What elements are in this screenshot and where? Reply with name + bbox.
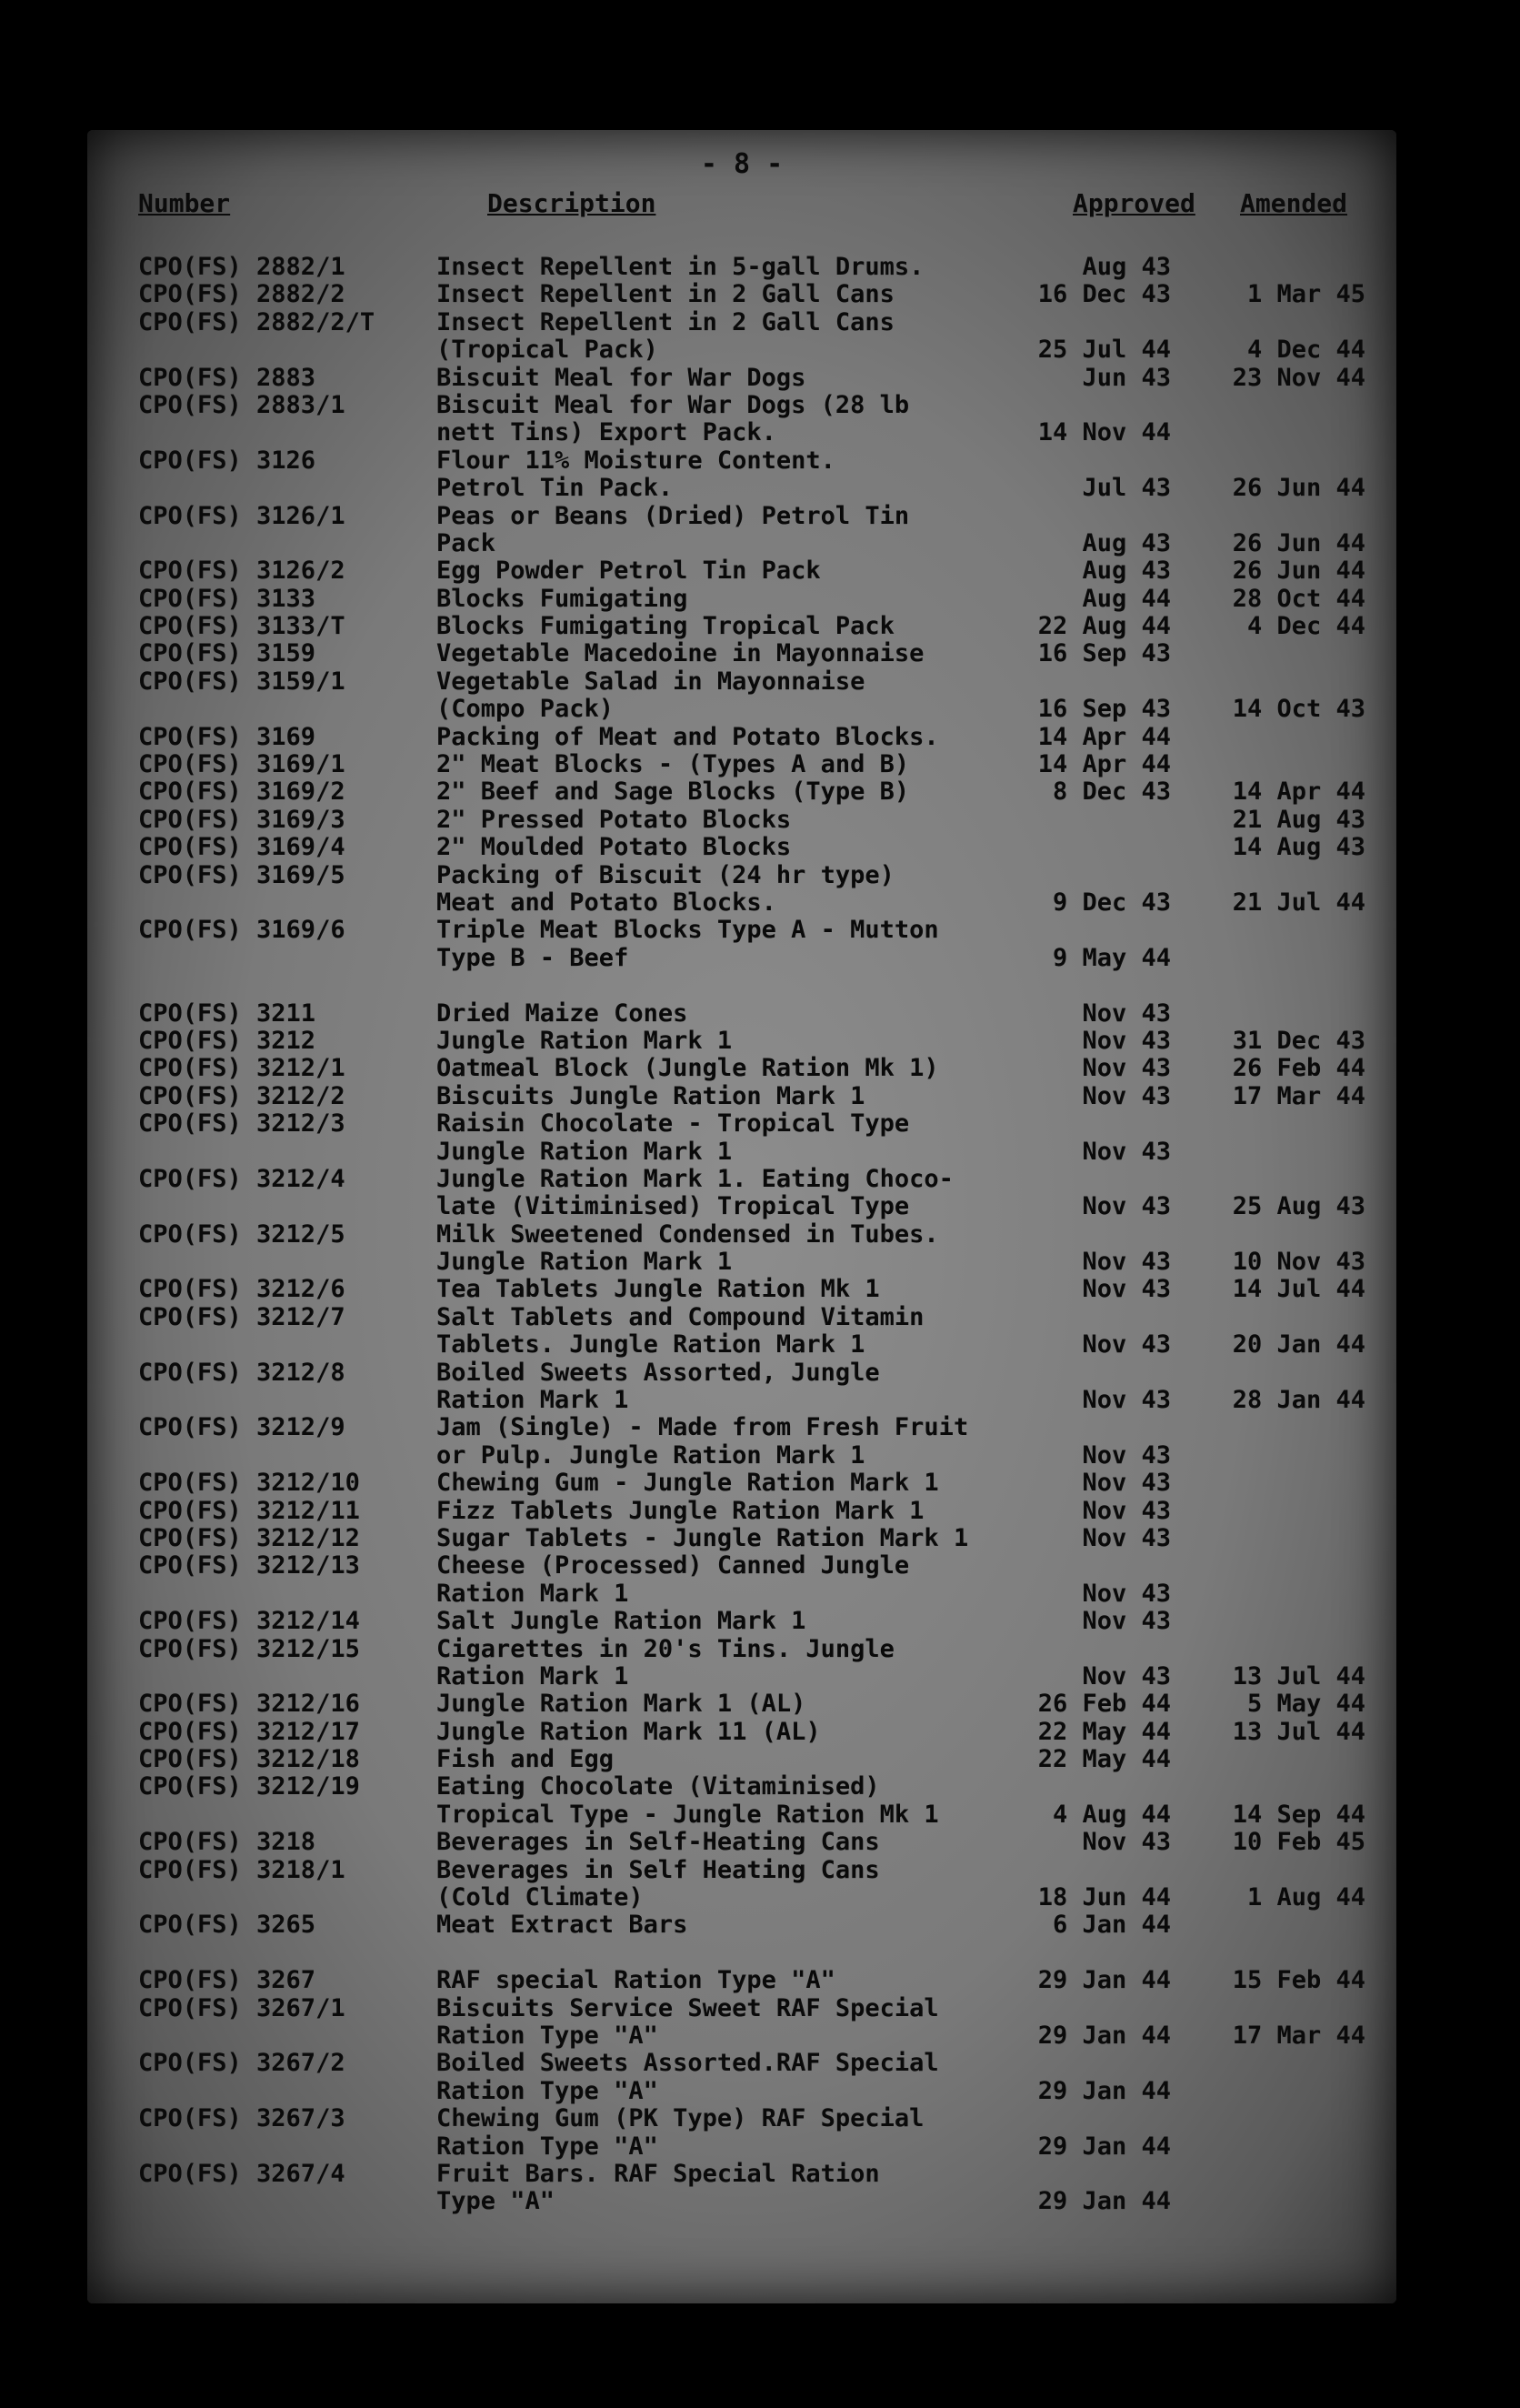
row-amended-date: 21 Jul 44 (1232, 888, 1365, 917)
row-description: Insect Repellent in 2 Gall Cans (436, 307, 895, 336)
row-description: Fruit Bars. RAF Special Ration (436, 2159, 880, 2188)
table-row (87, 1663, 1396, 1691)
row-amended-date: 25 Aug 43 (1232, 1192, 1365, 1221)
table-row (87, 1801, 1396, 1829)
row-approved-date: Nov 43 (1082, 1607, 1171, 1636)
row-number: CPO(FS) 3267/2 (138, 2049, 345, 2078)
row-description: Tropical Type - Jungle Ration Mk 1 (436, 1800, 939, 1829)
row-description: Oatmeal Block (Jungle Ration Mk 1) (436, 1054, 939, 1083)
row-approved-date: Nov 43 (1082, 1192, 1171, 1221)
row-description: Beverages in Self-Heating Cans (436, 1828, 880, 1857)
table-row (87, 336, 1396, 364)
row-approved-date: Jun 43 (1082, 363, 1171, 392)
table-row (87, 1940, 1396, 1967)
row-description: Jungle Ration Mark 1 (436, 1137, 733, 1166)
table-row (87, 640, 1396, 667)
row-description: (Cold Climate) (436, 1883, 644, 1912)
row-number: CPO(FS) 3126 (138, 446, 316, 475)
table-row (87, 586, 1396, 613)
row-description: Tablets. Jungle Ration Mark 1 (436, 1330, 865, 1360)
row-description: Fizz Tablets Jungle Ration Mark 1 (436, 1496, 925, 1525)
header-number: Number (138, 188, 231, 218)
row-description: Biscuits Service Sweet RAF Special (436, 1993, 939, 2022)
row-approved-date: 16 Dec 43 (1037, 280, 1171, 309)
row-amended-date: 4 Dec 44 (1246, 336, 1365, 365)
row-number: CPO(FS) 3212/18 (138, 1745, 360, 1774)
row-number: CPO(FS) 2883 (138, 363, 316, 392)
table-row (87, 1360, 1396, 1387)
table-row (87, 281, 1396, 308)
row-approved-date: 9 Dec 43 (1052, 888, 1171, 917)
table-row (87, 392, 1396, 419)
table-row (87, 668, 1396, 696)
table-row (87, 778, 1396, 806)
row-description: Insect Repellent in 2 Gall Cans (436, 280, 895, 309)
table-row (87, 419, 1396, 446)
row-approved-date: Nov 43 (1082, 1523, 1171, 1552)
row-approved-date: 29 Jan 44 (1037, 2132, 1171, 2161)
row-number: CPO(FS) 3126/1 (138, 501, 345, 530)
row-number: CPO(FS) 3169/2 (138, 778, 345, 807)
row-approved-date: Aug 43 (1082, 557, 1171, 586)
row-number: CPO(FS) 3267/3 (138, 2104, 345, 2133)
row-approved-date: Nov 43 (1082, 1579, 1171, 1608)
row-number: CPO(FS) 2883/1 (138, 390, 345, 419)
row-approved-date: Nov 43 (1082, 1330, 1171, 1360)
table-row (87, 751, 1396, 778)
row-description: 2" Pressed Potato Blocks (436, 805, 792, 834)
row-approved-date: Nov 43 (1082, 1469, 1171, 1498)
row-approved-date: 16 Sep 43 (1037, 639, 1171, 668)
row-number: CPO(FS) 3267/1 (138, 1993, 345, 2022)
table-row (87, 862, 1396, 889)
row-approved-date: 22 May 44 (1037, 1745, 1171, 1774)
row-description: 2" Meat Blocks - (Types A and B) (436, 750, 910, 779)
table-row (87, 1414, 1396, 1441)
table-row (87, 2133, 1396, 2161)
row-description: Ration Type "A" (436, 2132, 658, 2161)
row-approved-date: 29 Jan 44 (1037, 2076, 1171, 2105)
row-number: CPO(FS) 3169/1 (138, 750, 345, 779)
row-approved-date: Aug 44 (1082, 584, 1171, 613)
row-approved-date: 14 Apr 44 (1037, 722, 1171, 751)
row-amended-date: 14 Sep 44 (1232, 1800, 1365, 1829)
row-approved-date: 6 Jan 44 (1052, 1911, 1171, 1940)
table-row (87, 1166, 1396, 1193)
table-row (87, 1636, 1396, 1663)
row-description: Salt Jungle Ration Mark 1 (436, 1607, 806, 1636)
table-row (87, 613, 1396, 640)
row-approved-date: Nov 43 (1082, 1440, 1171, 1470)
row-approved-date: Nov 43 (1082, 1386, 1171, 1415)
row-number: CPO(FS) 3212/16 (138, 1690, 360, 1719)
row-number: CPO(FS) 3169/4 (138, 833, 345, 862)
table-row (87, 2161, 1396, 2188)
table-row (87, 1249, 1396, 1276)
table-row (87, 557, 1396, 585)
row-approved-date: Aug 43 (1082, 528, 1171, 557)
table-row (87, 530, 1396, 557)
row-approved-date: 22 Aug 44 (1037, 612, 1171, 641)
row-description: Ration Type "A" (436, 2022, 658, 2050)
row-description: Petrol Tin Pack. (436, 474, 674, 503)
row-number: CPO(FS) 3267/4 (138, 2159, 345, 2188)
row-amended-date: 17 Mar 44 (1232, 2022, 1365, 2050)
table-row (87, 1746, 1396, 1773)
row-amended-date: 28 Jan 44 (1232, 1386, 1365, 1415)
row-description: (Tropical Pack) (436, 336, 658, 365)
row-description: Cigarettes in 20's Tins. Jungle (436, 1634, 895, 1663)
row-number: CPO(FS) 3212/4 (138, 1164, 345, 1193)
table-row (87, 1691, 1396, 1718)
row-amended-date: 5 May 44 (1246, 1690, 1365, 1719)
table-row (87, 254, 1396, 281)
row-approved-date: 22 May 44 (1037, 1717, 1171, 1746)
row-description: Sugar Tablets - Jungle Ration Mark 1 (436, 1523, 969, 1552)
row-description: Ration Mark 1 (436, 1579, 629, 1608)
row-description: Boiled Sweets Assorted, Jungle (436, 1358, 880, 1387)
row-amended-date: 13 Jul 44 (1232, 1717, 1365, 1746)
row-approved-date: Nov 43 (1082, 1137, 1171, 1166)
row-approved-date: Nov 43 (1082, 1496, 1171, 1525)
row-amended-date: 15 Feb 44 (1232, 1966, 1365, 1995)
row-description: Blocks Fumigating Tropical Pack (436, 612, 895, 641)
row-number: CPO(FS) 3169/5 (138, 860, 345, 889)
row-approved-date: 26 Feb 44 (1037, 1690, 1171, 1719)
table-row (87, 834, 1396, 861)
row-number: CPO(FS) 3265 (138, 1911, 316, 1940)
table-row (87, 447, 1396, 475)
row-amended-date: 10 Nov 43 (1232, 1248, 1365, 1277)
row-number: CPO(FS) 3126/2 (138, 557, 345, 586)
row-number: CPO(FS) 3159/1 (138, 667, 345, 696)
row-description: Meat Extract Bars (436, 1911, 688, 1940)
row-amended-date: 31 Dec 43 (1232, 1026, 1365, 1055)
row-number: CPO(FS) 3133 (138, 584, 316, 613)
table-row (87, 1028, 1396, 1055)
table-row (87, 1470, 1396, 1497)
table-row (87, 503, 1396, 530)
row-approved-date: Nov 43 (1082, 1275, 1171, 1304)
ration-table (87, 254, 1396, 2216)
row-number: CPO(FS) 3212/8 (138, 1358, 345, 1387)
row-description: Jungle Ration Mark 1 (AL) (436, 1690, 806, 1719)
table-row (87, 1829, 1396, 1856)
table-row (87, 2022, 1396, 2050)
table-row (87, 2105, 1396, 2132)
table-row (87, 1221, 1396, 1249)
table-row (87, 1552, 1396, 1580)
row-description: Jungle Ration Mark 1 (436, 1248, 733, 1277)
row-amended-date: 1 Mar 45 (1246, 280, 1365, 309)
row-amended-date: 23 Nov 44 (1232, 363, 1365, 392)
row-description: Meat and Potato Blocks. (436, 888, 776, 917)
row-number: CPO(FS) 3169/6 (138, 916, 345, 945)
row-description: Egg Powder Petrol Tin Pack (436, 557, 821, 586)
row-number: CPO(FS) 3212/10 (138, 1469, 360, 1498)
row-amended-date: 26 Jun 44 (1232, 528, 1365, 557)
row-amended-date: 20 Jan 44 (1232, 1330, 1365, 1360)
row-description: Tea Tablets Jungle Ration Mk 1 (436, 1275, 880, 1304)
row-number: CPO(FS) 3212/3 (138, 1109, 345, 1139)
table-row (87, 807, 1396, 834)
row-number: CPO(FS) 3211 (138, 998, 316, 1028)
row-description: Packing of Meat and Potato Blocks. (436, 722, 939, 751)
row-approved-date: Nov 43 (1082, 1828, 1171, 1857)
table-row (87, 1884, 1396, 1911)
table-row (87, 696, 1396, 723)
table-row (87, 1000, 1396, 1028)
row-approved-date: 14 Apr 44 (1037, 750, 1171, 779)
row-description: Dried Maize Cones (436, 998, 688, 1028)
row-approved-date: 29 Jan 44 (1037, 2187, 1171, 2216)
table-row (87, 1911, 1396, 1939)
row-description: Beverages in Self Heating Cans (436, 1855, 880, 1884)
row-approved-date: Nov 43 (1082, 1081, 1171, 1110)
table-row (87, 972, 1396, 999)
table-row (87, 2050, 1396, 2077)
row-description: Raisin Chocolate - Tropical Type (436, 1109, 910, 1139)
row-number: CPO(FS) 3212/7 (138, 1302, 345, 1331)
row-description: Jungle Ration Mark 1. Eating Choco- (436, 1164, 954, 1193)
row-amended-date: 17 Mar 44 (1232, 1081, 1365, 1110)
row-description: Pack (436, 528, 496, 557)
row-approved-date: 4 Aug 44 (1052, 1800, 1171, 1829)
row-approved-date: Nov 43 (1082, 1248, 1171, 1277)
table-row (87, 1967, 1396, 1994)
row-approved-date: Nov 43 (1082, 1054, 1171, 1083)
table-row (87, 1608, 1396, 1635)
table-row (87, 1995, 1396, 2022)
row-number: CPO(FS) 3169/3 (138, 805, 345, 834)
page-number: - 8 - (700, 148, 784, 180)
row-description: (Compo Pack) (436, 695, 615, 724)
table-row (87, 2078, 1396, 2105)
row-approved-date: Jul 43 (1082, 474, 1171, 503)
table-row (87, 1055, 1396, 1082)
row-approved-date: Aug 43 (1082, 253, 1171, 281)
row-description: Vegetable Macedoine in Mayonnaise (436, 639, 925, 668)
row-approved-date: 14 Nov 44 (1037, 418, 1171, 447)
table-row (87, 1139, 1396, 1166)
table-row (87, 1525, 1396, 1552)
row-approved-date: 29 Jan 44 (1037, 2022, 1171, 2050)
row-approved-date: 29 Jan 44 (1037, 1966, 1171, 1995)
row-description: Biscuit Meal for War Dogs (28 lb (436, 390, 910, 419)
row-amended-date: 14 Aug 43 (1232, 833, 1365, 862)
row-description: Fish and Egg (436, 1745, 615, 1774)
row-description: Eating Chocolate (Vitaminised) (436, 1772, 880, 1801)
table-row (87, 475, 1396, 502)
table-row (87, 365, 1396, 392)
table-row (87, 1304, 1396, 1331)
row-description: Blocks Fumigating (436, 584, 688, 613)
table-row (87, 1857, 1396, 1884)
row-number: CPO(FS) 2882/2/T (138, 307, 375, 336)
row-number: CPO(FS) 3267 (138, 1966, 316, 1995)
row-amended-date: 14 Jul 44 (1232, 1275, 1365, 1304)
row-amended-date: 21 Aug 43 (1232, 805, 1365, 834)
row-number: CPO(FS) 3212/19 (138, 1772, 360, 1801)
row-description: Vegetable Salad in Mayonnaise (436, 667, 865, 696)
row-description: 2" Moulded Potato Blocks (436, 833, 792, 862)
row-approved-date: 18 Jun 44 (1037, 1883, 1171, 1912)
row-description: Triple Meat Blocks Type A - Mutton (436, 916, 939, 945)
row-number: CPO(FS) 3212 (138, 1026, 316, 1055)
table-row (87, 1719, 1396, 1746)
row-number: CPO(FS) 3133/T (138, 612, 345, 641)
row-number: CPO(FS) 3212/11 (138, 1496, 360, 1525)
table-row (87, 2188, 1396, 2215)
header-description: Description (487, 188, 656, 218)
row-number: CPO(FS) 3218/1 (138, 1855, 345, 1884)
table-row (87, 1276, 1396, 1303)
row-description: Jungle Ration Mark 1 (436, 1026, 733, 1055)
row-description: Salt Tablets and Compound Vitamin (436, 1302, 925, 1331)
table-row (87, 945, 1396, 972)
row-description: Biscuits Jungle Ration Mark 1 (436, 1081, 865, 1110)
row-description: Jam (Single) - Made from Fresh Fruit (436, 1413, 969, 1442)
document-page (87, 130, 1396, 2303)
row-description: Chewing Gum - Jungle Ration Mark 1 (436, 1469, 939, 1498)
row-approved-date: 8 Dec 43 (1052, 778, 1171, 807)
table-row (87, 309, 1396, 336)
table-row (87, 724, 1396, 751)
table-row (87, 1498, 1396, 1525)
row-description: Type B - Beef (436, 943, 629, 972)
row-number: CPO(FS) 2882/2 (138, 280, 345, 309)
row-number: CPO(FS) 3212/17 (138, 1717, 360, 1746)
row-description: 2" Beef and Sage Blocks (Type B) (436, 778, 910, 807)
row-approved-date: 9 May 44 (1052, 943, 1171, 972)
row-amended-date: 4 Dec 44 (1246, 612, 1365, 641)
row-amended-date: 1 Aug 44 (1246, 1883, 1365, 1912)
row-amended-date: 14 Apr 44 (1232, 778, 1365, 807)
row-number: CPO(FS) 3212/5 (138, 1219, 345, 1249)
row-description: RAF special Ration Type "A" (436, 1966, 835, 1995)
row-approved-date: Nov 43 (1082, 1026, 1171, 1055)
row-amended-date: 28 Oct 44 (1232, 584, 1365, 613)
row-description: Flour 11% Moisture Content. (436, 446, 835, 475)
table-row (87, 917, 1396, 944)
row-amended-date: 26 Jun 44 (1232, 474, 1365, 503)
row-description: Chewing Gum (PK Type) RAF Special (436, 2104, 925, 2133)
row-number: CPO(FS) 3169 (138, 722, 316, 751)
row-description: Boiled Sweets Assorted.RAF Special (436, 2049, 939, 2078)
row-description: late (Vitiminised) Tropical Type (436, 1192, 910, 1221)
header-amended: Amended (1240, 188, 1348, 218)
row-approved-date: 16 Sep 43 (1037, 695, 1171, 724)
table-row (87, 1331, 1396, 1359)
row-amended-date: 13 Jul 44 (1232, 1661, 1365, 1691)
header-approved: Approved (1073, 188, 1195, 218)
row-description: Insect Repellent in 5-gall Drums. (436, 253, 925, 281)
row-approved-date: Nov 43 (1082, 1661, 1171, 1691)
table-row (87, 1110, 1396, 1138)
row-number: CPO(FS) 3212/6 (138, 1275, 345, 1304)
row-description: Ration Mark 1 (436, 1386, 629, 1415)
row-number: CPO(FS) 3218 (138, 1828, 316, 1857)
row-amended-date: 26 Feb 44 (1232, 1054, 1365, 1083)
row-description: or Pulp. Jungle Ration Mark 1 (436, 1440, 865, 1470)
row-description: Ration Type "A" (436, 2076, 658, 2105)
row-number: CPO(FS) 3212/1 (138, 1054, 345, 1083)
row-number: CPO(FS) 3159 (138, 639, 316, 668)
table-row (87, 1083, 1396, 1110)
row-description: Ration Mark 1 (436, 1661, 629, 1691)
row-description: Jungle Ration Mark 11 (AL) (436, 1717, 821, 1746)
row-number: CPO(FS) 3212/12 (138, 1523, 360, 1552)
row-description: Peas or Beans (Dried) Petrol Tin (436, 501, 910, 530)
row-description: Cheese (Processed) Canned Jungle (436, 1551, 910, 1580)
row-description: Biscuit Meal for War Dogs (436, 363, 806, 392)
row-number: CPO(FS) 3212/13 (138, 1551, 360, 1580)
row-description: Milk Sweetened Condensed in Tubes. (436, 1219, 939, 1249)
row-number: CPO(FS) 3212/14 (138, 1607, 360, 1636)
row-number: CPO(FS) 3212/15 (138, 1634, 360, 1663)
table-row (87, 1580, 1396, 1608)
row-amended-date: 10 Feb 45 (1232, 1828, 1365, 1857)
table-row (87, 1773, 1396, 1801)
row-number: CPO(FS) 2882/1 (138, 253, 345, 281)
row-number: CPO(FS) 3212/2 (138, 1081, 345, 1110)
row-description: nett Tins) Export Pack. (436, 418, 776, 447)
table-row (87, 1387, 1396, 1414)
row-amended-date: 26 Jun 44 (1232, 557, 1365, 586)
table-row (87, 1193, 1396, 1220)
row-number: CPO(FS) 3212/9 (138, 1413, 345, 1442)
row-amended-date: 14 Oct 43 (1232, 695, 1365, 724)
row-approved-date: Nov 43 (1082, 998, 1171, 1028)
row-approved-date: 25 Jul 44 (1037, 336, 1171, 365)
row-description: Type "A" (436, 2187, 555, 2216)
table-row (87, 1442, 1396, 1470)
row-description: Packing of Biscuit (24 hr type) (436, 860, 895, 889)
table-row (87, 889, 1396, 917)
